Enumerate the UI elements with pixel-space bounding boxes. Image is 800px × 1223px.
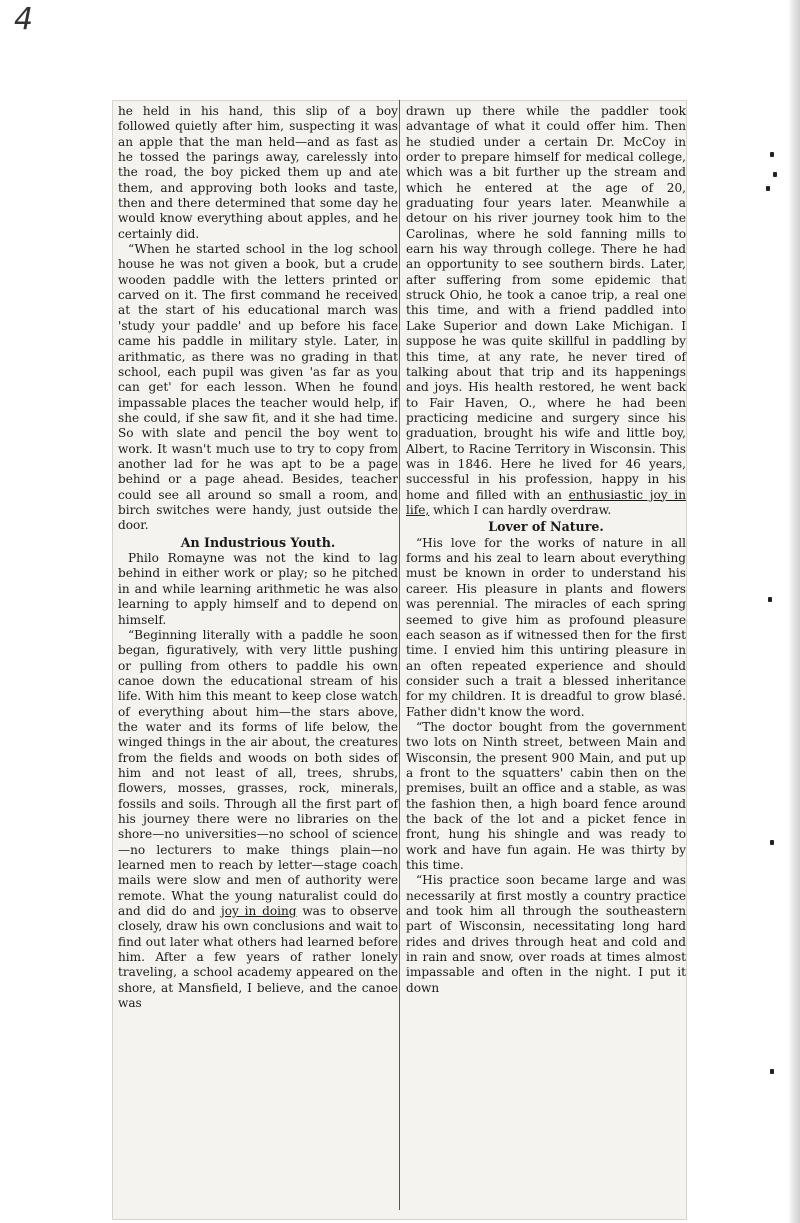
newspaper-clipping <box>112 100 687 1220</box>
right-paragraph-1 <box>406 104 686 518</box>
scan-speck <box>768 597 772 602</box>
scan-speck <box>770 1069 774 1074</box>
left-column <box>118 100 398 1011</box>
right-paragraph-3: “The doctor bought from the government two lots on Ninth street, between Main and Wisconsin, the present 900 Main, and put up a front to the squatters' cabin then on the premises, built an office and a stable, as was the fashion then, a high board fence around the back of the lot and a picket fence in front, hung his shingle and was ready to work and have fun again. He was thirty by this time. <box>406 719 686 872</box>
left-paragraph-4-text: “Beginning literally with a paddle he soon began, figuratively, with very little pushing or pulling from others to paddle his own canoe down the educational stream of his life. With him this meant to keep close watch of everything about him—the stars above, the water and its forms of life below, the winged things in the air about, the creatures from the fields and woods on both sides of him and not least of all, trees, shrubs, flowers, mosses, grasses, rock, minerals, fossils and soils. Through all the first part of his journey there were no libraries on the shore—no universities—no school of science—no lecturers to make things plain—no learned men to reach by letter—stage coach mails were slow and men of authority were remote. What the young naturalist could do and did do and <box>118 627 398 919</box>
underlined-enthusiastic-joy: enthusiastic joy in life, <box>406 487 686 517</box>
right-column <box>406 100 686 996</box>
right-paragraph-4: “His practice soon became large and was necessarily at first mostly a country practice and took him all through the southeastern part of Wisconsin, necessitating long hard rides and drives through heat and cold and in rain and snow, over roads at times almost impassable and often in the night. I put it down <box>406 873 686 995</box>
left-paragraph-4-end: was to observe closely, draw his own conclusions and wait to find out later what others had learned before him. After a few years of rather lonely traveling, a school academy appeared on the shore, at Mansfield, I believe, and the canoe was <box>118 904 398 1011</box>
heading-industrious-youth: An Industrious Youth. <box>180 534 336 550</box>
left-paragraph-2: “When he started school in the log school house he was not given a book, but a crude wooden paddle with the letters printed or carved on it. The first command he received at the start of his educational march was 'study your paddle' and up before his face came his paddle in military style. Later, in arithmatic, as there was no grading in that school, each pupil was given 'as far as you can get' for each lesson. When he found impassable places the teacher would help, if she could, if she saw fit, and it she had time. So with slate and pencil the boy went to work. It wasn't much use to try to copy from another lad for he was apt to be a page behind or a page ahead. Besides, teacher could see all around so small a room, and birch switches were handy, just outside the door. <box>118 242 398 533</box>
page-number: 4 <box>14 2 34 37</box>
left-paragraph-4 <box>118 628 398 1012</box>
right-paragraph-1-text: drawn up there while the paddler took advantage of what it could offer him. Then he studied under a certain Dr. McCoy in order to prepare himself for medical college, which was a bit further up the stream and which he entered at the age of 20, graduating four years later. Meanwhile a detour on his river journey took him to the Carolinas, where he sold fanning mills to earn his way through college. There he had an opportunity to see southern birds. Later, after suffering from some epidemic that struck Ohio, he took a canoe trip, a real one this time, and with a friend paddled into Lake Superior and down Lake Michigan. I suppose he was quite skillful in paddling by this time, at any rate, he never tired of talking about that trip and its happenings and joys. His health restored, he went back to Fair Haven, O., where he had been practicing medicine and surgery since his graduation, brought his wife and little boy, Albert, to Racine Territory in Wisconsin. This was in 1846. Here he lived for 46 years, successful in his profession, happy in his home and filled with an <box>406 104 686 502</box>
scan-speck <box>773 172 777 177</box>
right-paragraph-1-end: which I can hardly overdraw. <box>433 502 612 517</box>
heading-lover-of-nature: Lover of Nature. <box>488 519 604 535</box>
scan-speck <box>770 152 774 157</box>
scan-speck <box>770 840 774 845</box>
page-edge-shadow <box>788 0 800 1223</box>
left-paragraph-1: he held in his hand, this slip of a boy followed quietly after him, suspecting it was an apple that the man held—and as fast as he tossed the parings away, carelessly into the road, the boy picked them up and ate them, and approving both looks and taste, then and there determined that some day he would know everything about apples, and he certainly did. <box>118 104 398 241</box>
underlined-joy-in-doing: joy in doing <box>221 904 297 919</box>
scan-speck <box>766 186 770 191</box>
right-paragraph-2: “His love for the works of nature in all forms and his zeal to learn about everything must be known in order to understand his career. His pleasure in plants and flowers was perennial. The miracles of each spring seemed to give him as profound pleasure each season as if witnessed then for the first time. I envied him this untiring pleasure in an often repeated experience and should consider such a trait a blessed inheritance for my children. It is dreadful to grow blasé. Father didn't know the word. <box>406 535 686 719</box>
left-paragraph-3: Philo Romayne was not the kind to lag behind in either work or play; so he pitched in and while learning arithmetic he was also learning to apply himself and to depend on himself. <box>118 551 398 627</box>
column-divider <box>399 100 400 1210</box>
